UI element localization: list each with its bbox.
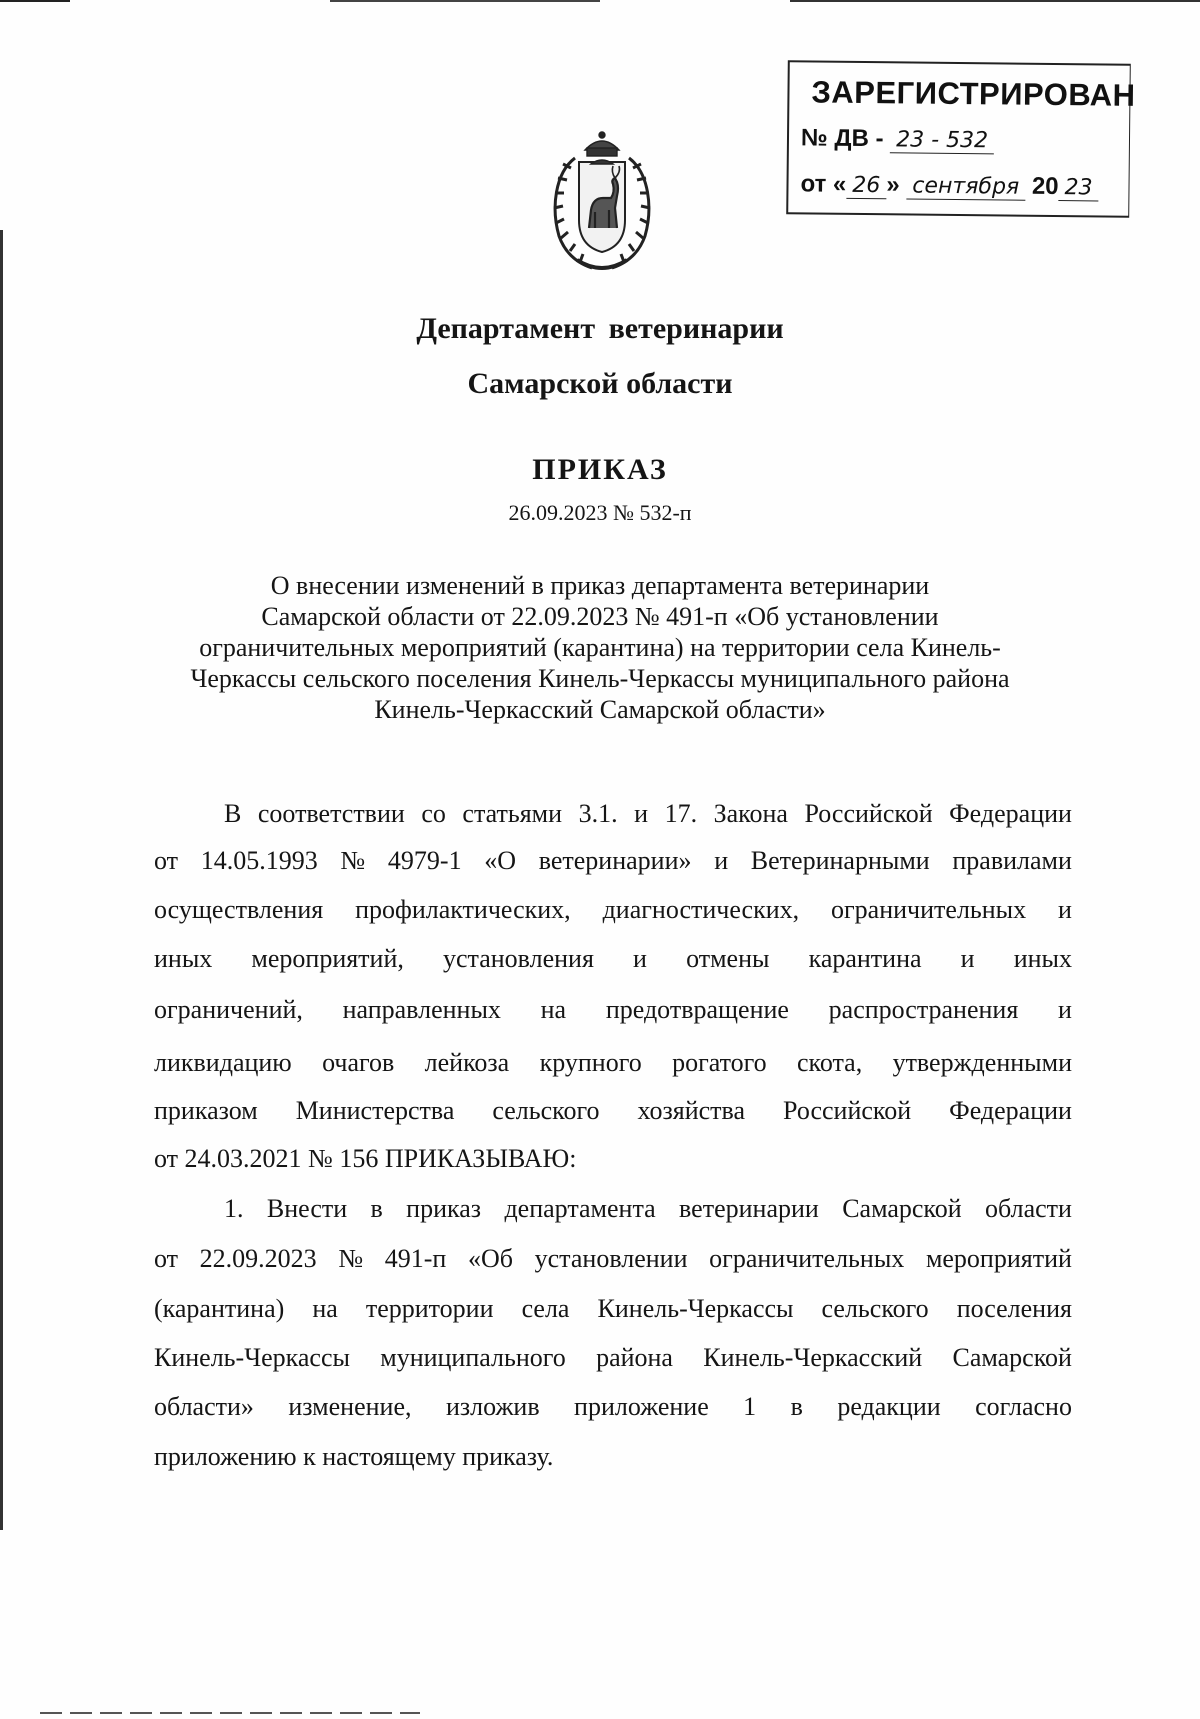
word: лейкоза	[424, 1048, 510, 1077]
word: очагов	[322, 1048, 395, 1077]
word: карантина	[808, 944, 922, 973]
word: Кинель-Черкасский	[703, 1343, 923, 1372]
word: диагностических,	[602, 895, 800, 924]
word: изменение,	[288, 1392, 412, 1421]
document-date-number: 26.09.2023 № 532-п	[508, 500, 692, 525]
word: осуществления	[154, 895, 324, 924]
stamp-date-prefix: от «	[800, 170, 847, 198]
word: села	[521, 1294, 570, 1323]
word: приказ	[406, 1194, 482, 1223]
word: Российской	[783, 1096, 912, 1125]
registration-stamp	[786, 60, 1136, 218]
word: распространения	[828, 995, 1019, 1024]
word: 3.1.	[578, 799, 618, 828]
word: хозяйства	[637, 1096, 746, 1125]
word: Федерации	[949, 1096, 1072, 1125]
word: и	[714, 846, 729, 875]
document-type: ПРИКАЗ	[532, 453, 668, 486]
body-p1-line-3	[154, 895, 1072, 925]
word: правилами	[952, 846, 1072, 875]
word: предотвращение	[605, 995, 789, 1024]
body-p1-line-7	[154, 1096, 1072, 1126]
word: 1.	[224, 1194, 244, 1223]
word: муниципального	[380, 1343, 566, 1372]
word: установления	[443, 944, 594, 973]
word: Самарской	[842, 1194, 962, 1223]
body-p2-line-6: приложению к настоящему приказу.	[154, 1442, 554, 1471]
word: соответствии	[257, 799, 405, 828]
word: в	[370, 1194, 383, 1223]
word: приказом	[154, 1096, 258, 1125]
scan-edge-top	[0, 0, 1200, 2]
word: района	[596, 1343, 673, 1372]
subject-line: Черкассы сельского поселения Кинель-Черкассы муниципального района	[190, 664, 1010, 693]
word: Министерства	[295, 1096, 455, 1125]
word: 14.05.1993	[200, 846, 318, 875]
body-p1-line-2	[154, 846, 1072, 876]
body-p1-line-4	[154, 944, 1072, 974]
word: Внести	[266, 1194, 348, 1223]
word: В	[224, 799, 242, 828]
stamp-date-line	[800, 170, 1098, 201]
word: изложив	[445, 1392, 540, 1421]
word: ликвидацию	[154, 1048, 292, 1077]
stamp-day-handwritten: 26	[846, 173, 886, 199]
word: иных	[1013, 944, 1072, 973]
subject-line: Самарской области от 22.09.2023 № 491-п «Об установлении	[261, 602, 939, 631]
body-p1-line-6	[154, 1048, 1072, 1078]
word: в	[790, 1392, 803, 1421]
word: крупного	[539, 1048, 642, 1077]
body-p2-line-3	[154, 1294, 1072, 1324]
word: иных	[154, 944, 213, 973]
stamp-year-printed: 20	[1031, 172, 1059, 201]
subject-line: Кинель-Черкасский Самарской области»	[374, 695, 826, 724]
word: «Об	[467, 1244, 513, 1273]
word: ветеринарии	[679, 1194, 819, 1223]
stamp-number-handwritten: 23 - 532	[890, 127, 994, 154]
word: №	[340, 846, 366, 875]
scan-edge-left	[0, 230, 3, 1530]
word: 1	[743, 1392, 757, 1421]
subject-line: ограничительных мероприятий (карантина) на территории села Кинель-	[199, 633, 1001, 662]
stamp-month-handwritten: сентября	[906, 173, 1025, 200]
word: ограничений,	[154, 995, 303, 1024]
word: согласно	[975, 1392, 1072, 1421]
scan-edge-bottom	[40, 1712, 420, 1714]
stamp-title: ЗАРЕГИСТРИРОВАН	[811, 74, 1136, 113]
word: Федерации	[949, 799, 1072, 828]
word: и	[634, 799, 649, 828]
body-p2-line-2	[154, 1244, 1072, 1274]
word: направленных	[342, 995, 501, 1024]
word: и	[633, 944, 647, 973]
body-p2-line-5	[154, 1392, 1072, 1422]
word: и	[960, 944, 975, 973]
word: на	[312, 1294, 338, 1323]
word: статьями	[462, 799, 563, 828]
word: от	[154, 1244, 179, 1273]
body-p1-line-8: от 24.03.2021 № 156 ПРИКАЗЫВАЮ:	[154, 1144, 577, 1173]
stamp-number-line	[801, 124, 994, 154]
word: №	[338, 1244, 364, 1273]
word: приложение	[574, 1392, 709, 1421]
word: ветеринарии»	[538, 846, 692, 875]
word: редакции	[837, 1392, 941, 1421]
word: от	[154, 846, 179, 875]
stamp-year-handwritten: 23	[1058, 175, 1098, 201]
word: скота,	[796, 1048, 863, 1077]
word: профилактических,	[355, 895, 571, 924]
body-p2-line-4	[154, 1343, 1072, 1373]
body-p1-line-1	[154, 799, 1072, 829]
samara-coat-of-arms-emblem	[537, 128, 667, 278]
word: (карантина)	[154, 1294, 285, 1323]
word: Кинель-Черкассы	[154, 1343, 350, 1372]
document-subject	[150, 570, 1050, 725]
word: области»	[154, 1392, 254, 1421]
word: и	[1058, 895, 1072, 924]
word: 17.	[664, 799, 698, 828]
word: установлении	[534, 1244, 688, 1273]
body-p2-line-1	[154, 1194, 1072, 1224]
word: области	[985, 1194, 1072, 1223]
word: Ветеринарными	[750, 846, 930, 875]
word: Кинель-Черкассы	[597, 1294, 794, 1323]
word: и	[1058, 995, 1072, 1024]
word: территории	[365, 1294, 494, 1323]
subject-line: О внесении изменений в приказ департамента ветеринарии	[270, 571, 930, 600]
word: Самарской	[952, 1343, 1072, 1372]
word: поселения	[956, 1294, 1072, 1323]
word: со	[421, 799, 446, 828]
word: рогатого	[672, 1048, 767, 1077]
word: отмены	[686, 944, 770, 973]
word: сельского	[821, 1294, 929, 1323]
word: 4979-1	[387, 846, 462, 875]
word: мероприятий,	[251, 944, 404, 973]
word: утвержденными	[892, 1048, 1072, 1077]
stamp-number-prefix: № ДВ -	[800, 124, 884, 153]
department-name-line-1: Департамент ветеринарии	[416, 312, 784, 345]
stamp-date-mid: »	[886, 171, 900, 199]
department-name-line-2: Самарской области	[467, 367, 733, 400]
word: 491-п	[384, 1244, 447, 1273]
word: мероприятий	[925, 1244, 1072, 1273]
word: Российской	[804, 799, 933, 828]
body-p1-line-5	[154, 995, 1072, 1025]
word: 22.09.2023	[199, 1244, 317, 1273]
word: сельского	[492, 1096, 600, 1125]
word: на	[540, 995, 567, 1024]
word: «О	[484, 846, 517, 875]
word: ограничительных	[831, 895, 1027, 924]
word: Закона	[713, 799, 788, 828]
word: департамента	[504, 1194, 656, 1223]
word: ограничительных	[709, 1244, 905, 1273]
